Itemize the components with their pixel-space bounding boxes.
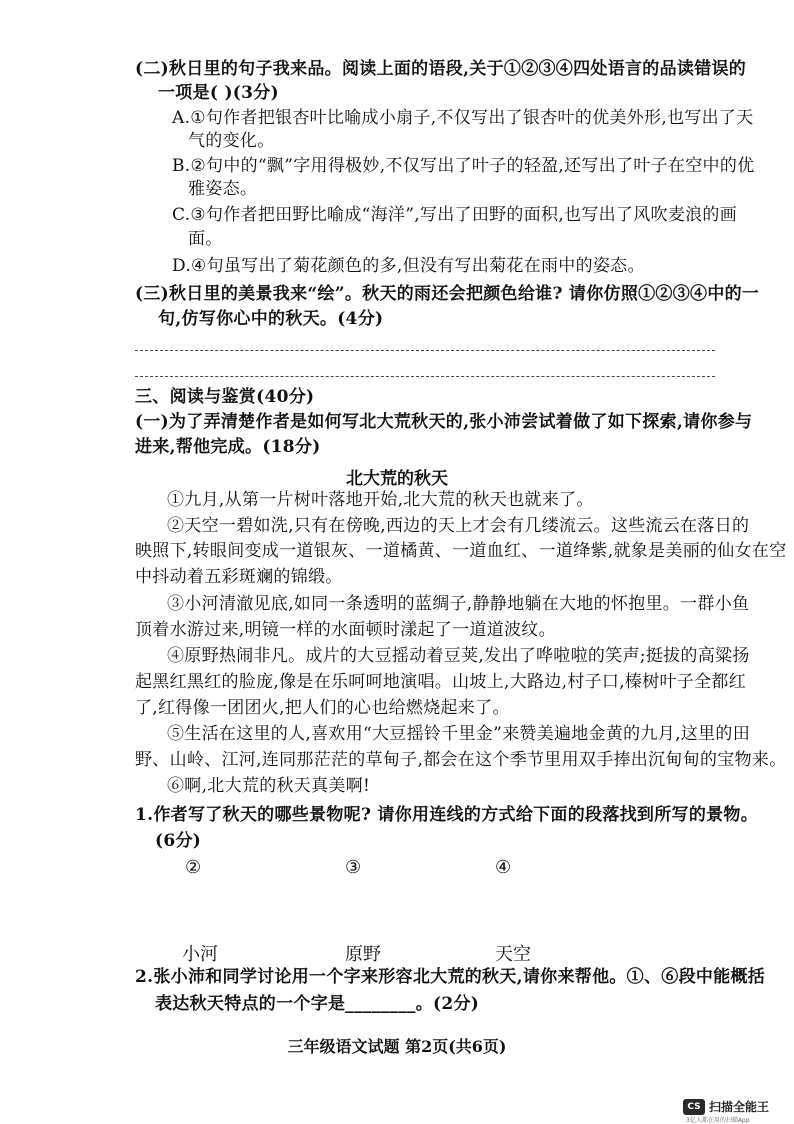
passage-title: 北大荒的秋天 — [346, 469, 448, 489]
scenery-label-field[interactable]: 原野 — [345, 944, 381, 965]
passage-paragraph-6: ⑥啊,北大荒的秋天真美啊! — [167, 776, 371, 796]
page-footer: 三年级语文试题 第2页(共6页) — [287, 1037, 507, 1056]
question-3-stem-line2: 句,仿写你心中的秋天。(4分) — [158, 309, 384, 329]
part-3-intro-line1: (一)为了弄清楚作者是如何写北大荒秋天的,张小沛尝试着做了如下探索,请你参与 — [135, 412, 753, 432]
part-3-heading: 三、阅读与鉴赏(40分) — [135, 387, 315, 407]
passage-paragraph-2-line1: ②天空一碧如洗,只有在傍晚,西边的天上才会有几缕流云。这些流云在落日的 — [167, 516, 750, 536]
question-3-stem-line1: (三)秋日里的美景我来“绘”。秋天的雨还会把颜色给谁? 请你仿照①②③④中的一 — [135, 284, 760, 304]
passage-paragraph-5-line1: ⑤生活在这里的人,喜欢用“大豆摇铃千里金”来赞美遍地金黄的九月,这里的田 — [167, 724, 750, 744]
question-2-stem-line1: (二)秋日里的句子我来品。阅读上面的语段,关于①②③④四处语言的品读错误的 — [135, 59, 747, 79]
passage-paragraph-2-line2: 映照下,转眼间变成一道银灰、一道橘黄、一道血红、一道绛紫,就象是美丽的仙女在空 — [135, 541, 787, 561]
question-1-line2: (6分) — [155, 831, 202, 851]
passage-paragraph-3-line2: 顶着水游过来,明镜一样的水面顿时漾起了一道道波纹。 — [135, 620, 556, 640]
option-d: D.④句虽写出了菊花颜色的多,但没有写出菊花在雨中的姿态。 — [172, 256, 645, 276]
passage-paragraph-4-line2: 起黑红黑红的脸庞,像是在乐呵呵地演唱。山坡上,大路边,村子口,榛树叶子全都红 — [135, 672, 747, 692]
passage-paragraph-1: ①九月,从第一片树叶落地开始,北大荒的秋天也就来了。 — [167, 490, 594, 510]
passage-paragraph-2-line3: 中抖动着五彩斑斓的锦缎。 — [135, 567, 343, 587]
paragraph-label-4[interactable]: ④ — [495, 857, 512, 878]
option-b-line2: 雅姿态。 — [188, 179, 258, 199]
option-a-line2: 气的变化。 — [188, 131, 275, 151]
passage-paragraph-4-line3: 了,红得像一团团火,把人们的心也给燃烧起来了。 — [135, 698, 510, 718]
option-c-line1: C.③句作者把田野比喻成“海洋”,写出了田野的面积,也写出了风吹麦浪的画 — [172, 205, 738, 225]
scenery-label-sky[interactable]: 天空 — [495, 944, 531, 965]
question-2-line1: 2.张小沛和同学讨论用一个字来形容北大荒的秋天,请你来帮他。①、⑥段中能概括 — [135, 967, 766, 987]
question-2-line2: 表达秋天特点的一个字是________。(2分) — [155, 994, 480, 1014]
camscanner-logo-icon: CS — [683, 1099, 705, 1115]
option-c-line2: 面。 — [188, 229, 223, 249]
option-a-line1: A.①句作者把银杏叶比喻成小扇子,不仅写出了银杏叶的优美外形,也写出了天 — [172, 108, 754, 128]
question-1-line1: 1.作者写了秋天的哪些景物呢? 请你用连线的方式给下面的段落找到所写的景物。 — [135, 805, 759, 825]
camscanner-tagline: 3亿人都在用的扫描App — [686, 1117, 750, 1124]
option-b-line1: B.②句中的“飘”字用得极妙,不仅写出了叶子的轻盈,还写出了叶子在空中的优 — [172, 156, 755, 176]
scenery-label-river[interactable]: 小河 — [182, 944, 218, 965]
part-3-intro-line2: 进来,帮他完成。(18分) — [135, 437, 321, 457]
camscanner-name: 扫描全能王 — [709, 1100, 770, 1114]
answer-line-2[interactable] — [135, 376, 715, 377]
passage-paragraph-5-line2: 野、山岭、江河,连同那茫茫的草甸子,都会在这个季节里用双手捧出沉甸甸的宝物来。 — [135, 750, 787, 770]
answer-line-1[interactable] — [135, 350, 715, 351]
passage-paragraph-4-line1: ④原野热闹非凡。成片的大豆摇动着豆荚,发出了哗啦啦的笑声;挺拔的高粱扬 — [167, 646, 750, 666]
paragraph-label-2[interactable]: ② — [185, 857, 202, 878]
question-2-stem-line2: 一项是( )(3分) — [158, 83, 279, 103]
paragraph-label-3[interactable]: ③ — [345, 857, 362, 878]
passage-paragraph-3-line1: ③小河清澈见底,如同一条透明的蓝绸子,静静地躺在大地的怀抱里。一群小鱼 — [167, 594, 750, 614]
